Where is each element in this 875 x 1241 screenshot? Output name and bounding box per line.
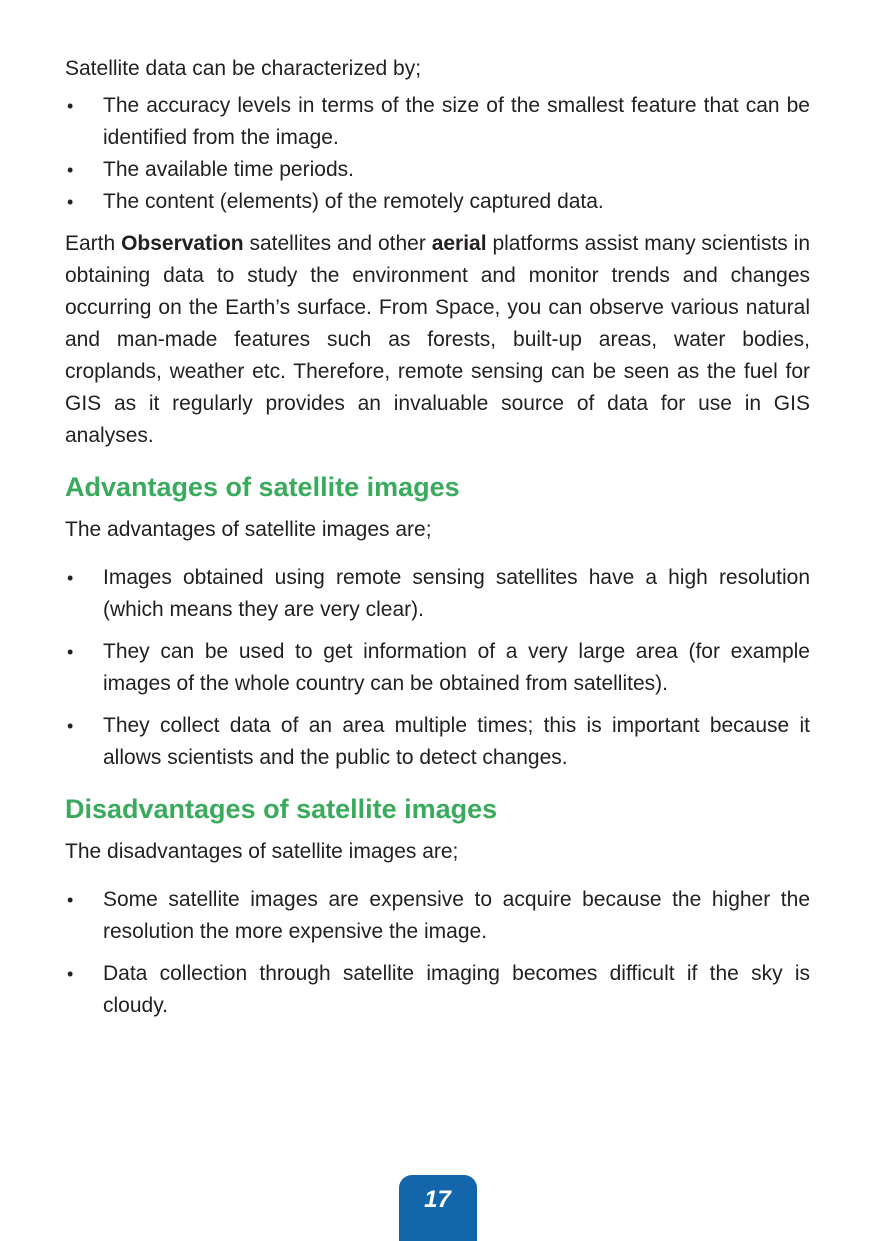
- list-item: [65, 90, 810, 154]
- bullet-icon: •: [67, 964, 74, 984]
- list-item-text: They can be used to get information of a very large area (for example images of the whole country can be obtained from satellites).: [103, 640, 810, 695]
- text-segment: platforms assist many scientists in obtaining data to study the environment and monitor trends and changes occurring on the Earth’s surface. From Space, you can observe various natural and man-made features such as forests, built-up areas, water bodies, croplands, weather etc. Therefore, remote sensing can be seen as the fuel for GIS as it regularly provides an invaluable source of data for use in GIS analyses.: [65, 232, 810, 447]
- text-segment: satellites and other: [243, 232, 432, 255]
- advantages-heading: Advantages of satellite images: [65, 472, 460, 502]
- intro-paragraph: Satellite data can be characterized by;: [65, 57, 422, 80]
- bullet-icon: •: [67, 568, 74, 588]
- list-item: [65, 636, 810, 700]
- list-item-text: Data collection through satellite imaging becomes difficult if the sky is cloudy.: [103, 962, 810, 1017]
- bullet-icon: •: [67, 192, 74, 212]
- page-number-tab: [399, 1175, 477, 1241]
- list-item: [65, 562, 810, 626]
- list-item: [65, 186, 810, 218]
- list-item-text: The accuracy levels in terms of the size of the smallest feature that can be identified from the image.: [103, 94, 810, 149]
- bullet-icon: •: [67, 96, 74, 116]
- earth-observation-paragraph: [65, 228, 810, 452]
- disadvantages-heading: Disadvantages of satellite images: [65, 794, 498, 824]
- page-number: 17: [424, 1186, 451, 1213]
- bold-text: Observation: [121, 232, 244, 255]
- list-item: [65, 958, 810, 1022]
- bold-text: aerial: [431, 232, 487, 255]
- bullet-icon: •: [67, 642, 74, 662]
- list-item-text: The content (elements) of the remotely captured data.: [103, 190, 604, 213]
- satellite-data-characteristics-list: [65, 90, 810, 218]
- list-item: [65, 710, 810, 774]
- bullet-icon: •: [67, 890, 74, 910]
- advantages-lead: The advantages of satellite images are;: [65, 518, 432, 541]
- bullet-icon: •: [67, 716, 74, 736]
- bullet-icon: •: [67, 160, 74, 180]
- list-item: [65, 884, 810, 948]
- advantages-list: [65, 562, 810, 774]
- disadvantages-list: [65, 884, 810, 1022]
- text-segment: Earth: [65, 232, 122, 255]
- list-item-text: Some satellite images are expensive to acquire because the higher the resolution the more expensive the image.: [103, 888, 810, 943]
- list-item-text: They collect data of an area multiple times; this is important because it allows scientists and the public to detect changes.: [103, 714, 810, 769]
- disadvantages-lead: The disadvantages of satellite images are;: [65, 840, 459, 863]
- list-item: [65, 154, 810, 186]
- list-item-text: The available time periods.: [103, 158, 354, 181]
- list-item-text: Images obtained using remote sensing satellites have a high resolution (which means they are very clear).: [103, 566, 810, 621]
